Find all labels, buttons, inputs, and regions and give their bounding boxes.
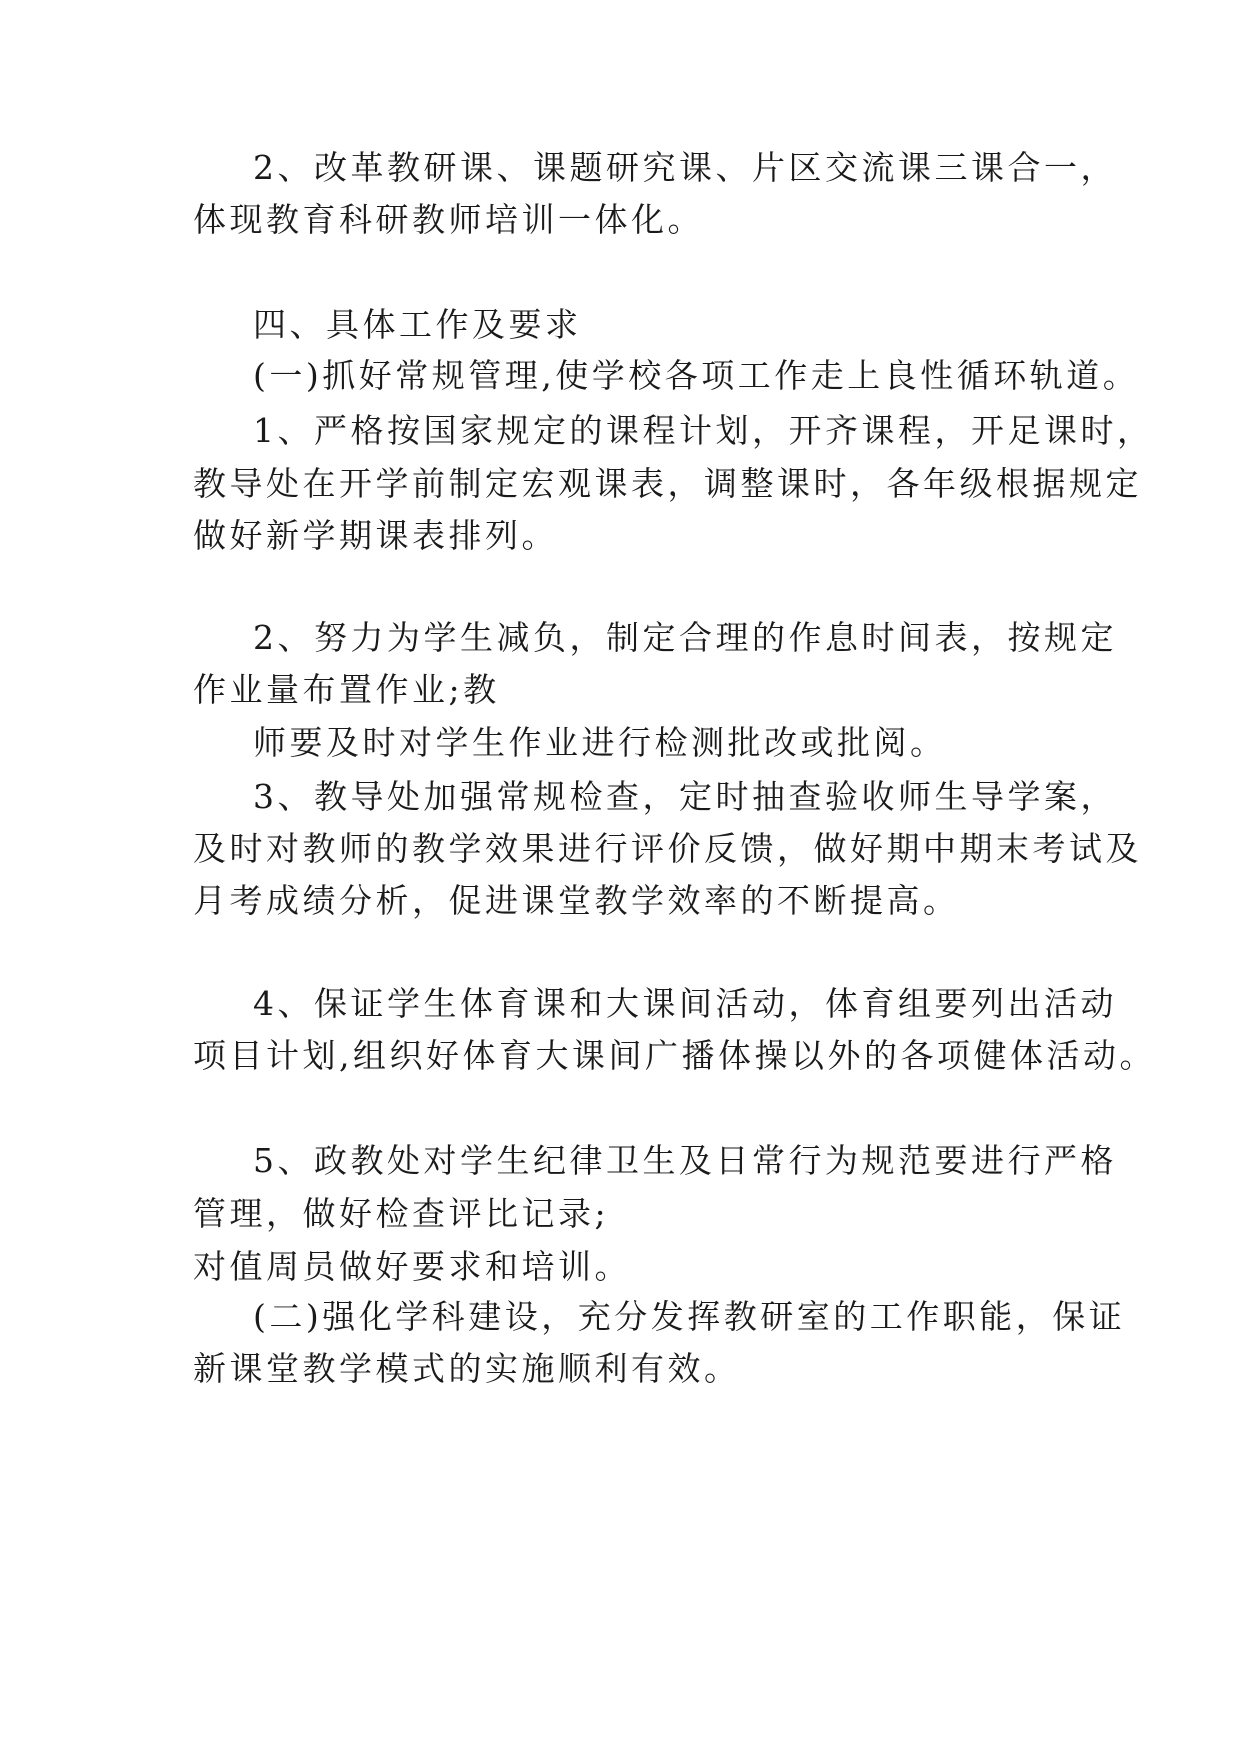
paragraph-line: 项目计划,组织好体育大课间广播体操以外的各项健体活动。 (193, 1036, 1156, 1075)
paragraph-line: 管理，做好检查评比记录; (193, 1194, 610, 1233)
paragraph-line: 新课堂教学模式的实施顺利有效。 (193, 1349, 741, 1388)
paragraph-line: 3、教导处加强常规检查，定时抽查验收师生导学案， (253, 777, 1117, 816)
paragraph-line: 教导处在开学前制定宏观课表，调整课时，各年级根据规定 (193, 464, 1142, 503)
paragraph-line: 对值周员做好要求和培训。 (193, 1247, 631, 1286)
paragraph-line: 做好新学期课表排列。 (193, 516, 558, 555)
paragraph-line: 作业量布置作业;教 (193, 670, 500, 709)
paragraph-line: 2、努力为学生减负，制定合理的作息时间表，按规定 (253, 618, 1117, 657)
subsection-heading: (一)抓好常规管理,使学校各项工作走上良性循环轨道。 (253, 356, 1140, 395)
subsection-heading: (二)强化学科建设，充分发挥教研室的工作职能，保证 (253, 1297, 1126, 1336)
paragraph-line: 体现教育科研教师培训一体化。 (193, 200, 704, 239)
paragraph-line: 月考成绩分析，促进课堂教学效率的不断提高。 (193, 881, 960, 920)
paragraph-line: 5、政教处对学生纪律卫生及日常行为规范要进行严格 (253, 1141, 1117, 1180)
section-heading: 四、具体工作及要求 (253, 305, 582, 344)
paragraph-line: 师要及时对学生作业进行检测批改或批阅。 (253, 723, 947, 762)
paragraph-line: 1、严格按国家规定的课程计划，开齐课程，开足课时， (253, 411, 1154, 450)
paragraph-line: 4、保证学生体育课和大课间活动，体育组要列出活动 (253, 984, 1117, 1023)
paragraph-line: 及时对教师的教学效果进行评价反馈，做好期中期末考试及 (193, 829, 1142, 868)
paragraph-line: 2、改革教研课、课题研究课、片区交流课三课合一， (253, 148, 1117, 187)
